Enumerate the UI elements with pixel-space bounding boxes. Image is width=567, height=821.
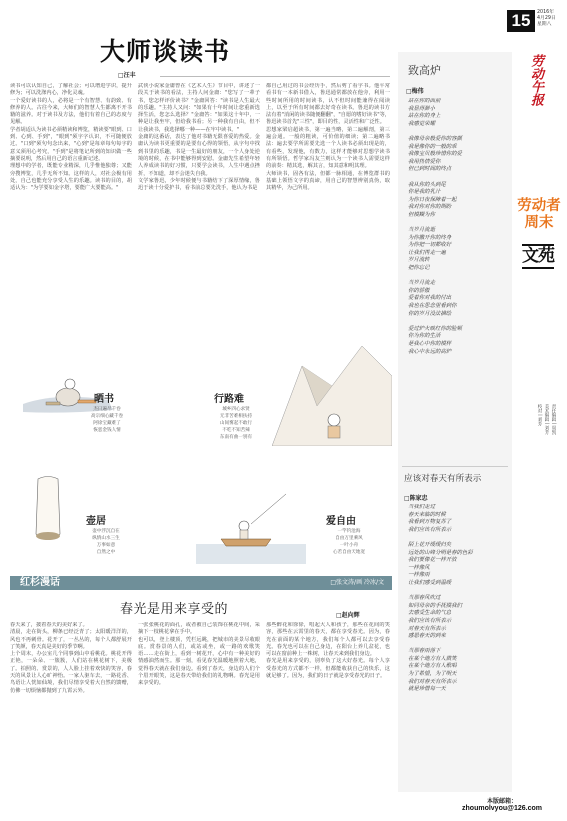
poem2-author: □陈家忠 bbox=[404, 495, 428, 502]
article-title: 大师谈读书 bbox=[100, 37, 231, 66]
date-year: 2016年 bbox=[537, 10, 555, 15]
article-author: □汪丰 bbox=[118, 72, 136, 79]
weekday: 星期八 bbox=[537, 22, 552, 28]
banner-credit: □张文涛/画 冷冰/文 bbox=[330, 579, 384, 586]
title-rule bbox=[160, 76, 390, 77]
page-number-box bbox=[507, 10, 535, 32]
section-name-line1: 劳动者 bbox=[517, 198, 561, 214]
section-name-line2: 周末 bbox=[524, 215, 554, 231]
issue-date bbox=[537, 10, 565, 29]
article-col-2: 武侠小说家金庸曾在《艺术人生》节目中，讲述了一段关于读书的看法，主持人问金庸："您写了一辈子书，您怎样评价读书？"金庸回答："读书是人生最大的乐趣。"主持人又问："如果有十年时间让您重新选择生活，您怎么选择？"金庸答："如果这十年中，一种是让我坐牢，但给我书看；另一种我有自由，但不让我读书，我选择哪一种——在牢中读书。" 金庸的这番话，表达了他对书籍无限喜爱的热爱。金庸认为读书更重要的是要有心得的领悟，从字句中找到书里的乐趣，书是一生最好的朋友，一个人身处逆境的时候，在书中能够得到安慰。金庸先生希望年轻人养成读书的好习惯，只要学会读书，人生中遇点挫折，不知道，却不会迷失自我。 文学家鲁迅，少年时候便与书籍结下了深厚情缘，鲁迅于读十分爱护书，看书前总要先洗手，他认为书是 bbox=[138, 83, 260, 192]
section-name bbox=[515, 198, 563, 232]
mailbox-email[interactable]: zhoumolvyou@126.com bbox=[462, 805, 542, 812]
article-col-3: 都自己用过的书会经历手，然后剪了看字书。他平常看书有一本新书借入，鲁迅通常都放在他旁，利用一些时间所用的时间读书，认不但时间能兼得在阅读上，以至于所有时间都去好奇在读书。鲁迅的读书方法有着"消闲的读书随便翻翻"，"自愿的嗜好读书"等，鲁迅读书首先"三性"，即目的性，灵活性和广泛性。 思想家梁启超读书，第一遍当略，第二遍解剖，第三遍会通。一般的粗读，可价值的细读；第二遍略书法：遍去要学所需要先选一个人读书必须出现是的，有看些，发现他，有数力，这样才能够对思想学读书有所领悟。哲学家冯友兰则认为一个读书人需要这样的前奏：精其选，解其言，知其意和明其理。 大师读书，固各有法，但都一脉相通，在博览群书的基础上领悟文字的真谛，用自己的智慧辨别真伪，取其精华，为己所用。 bbox=[266, 83, 390, 192]
painting-huju-title: 壶居 bbox=[86, 516, 106, 527]
poem2-body: 当我们走过 春天来临的时候 我看到万物复苏了 我们应该有所表示 陌上花开缓缓归矣 远处的山峰分明是春的色彩 我们要像花一样开放 一样像风 一样像雨 让我们感受到温暖 当那春风吹过 如同母亲的手抚摸我们 去感受生命的气息 我们应该有所表示 对春天有所表示 感恩春天的到来 当那春雨落下 在某个地方有人微笑 在某个地方有人歌唱 为了希望，为了明天 我们对春天有所表示 就是珍惜每一天 bbox=[408, 504, 473, 693]
date-day: 4月29日 bbox=[537, 16, 556, 22]
spring-article-col-2: 一张张桃花的面孔，或者被自己装饰在桃花中间，采摘下一枝桃花拿在手中。 也可以，登上楼顶，凭栏远眺，把城市的美景尽收眼底。赏春景的人们，或站或坐，或一路的欢歌笑语……走在街上，看到一树花开，心中有一种美好的情感油然而生。那一刻，看见春光温暖地照着大地，觉得春天就在我们身边。看到了春天，身边的人们个个眉开眼笑，这是春天带给我们的礼物啊。春光是用来享受的。 bbox=[138, 622, 260, 687]
mailbox bbox=[438, 796, 566, 812]
paintings-panel bbox=[10, 342, 392, 590]
poetry-sidebar bbox=[398, 52, 512, 792]
painting-aiziyou bbox=[206, 474, 392, 574]
painting-huju bbox=[68, 474, 198, 574]
painting-shaishu-title: 晒书 bbox=[94, 394, 114, 405]
page-number: 15 bbox=[511, 11, 531, 30]
banner-title: 红杉漫话 bbox=[20, 577, 60, 588]
painting-aiziyou-title: 爱自由 bbox=[326, 516, 356, 527]
poem1-body: 站在你的面前 我显得渺小 站在你的身上 我感觉荣耀 我像母亲般爱你的容颜 我是像你的一般的乖 我像宝贝般珍惜你的爱 我用热情爱你 但已到时间的终点 我从你的头到尾 你是我的乳汁 为你日夜保障着一起 我对你对你的期盼 但模糊为你 当岁月流逝 为你撒开你的终身 为你把一切都收好 让我们再走一遍 岁月流转 把你忘记 当岁月流走 你的骄傲 爱着你对我的付出 我也在思念里看到你 你的岁月没法描绘 爱过炉火映红你的脸颊 你为你的生活 是我心中你的模样 我心中永远的高炉 bbox=[408, 98, 462, 355]
spring-article-col-3: 那些醉花和徐徐，唱起大人和孩子，那些在花间的笑容，那些在云霄里的春天，都在享受春光。因为，春光在前面的某个地方，我们每个人都可以去享受春光。春光也可以在自己身边，在阳台上养几盆花，也可以在窗前种上一株树，让春天来到我们身边。 春光是用来享受的，别辜负了这大好春光。每个人享受春光的方式都不一样，但都能收获自己的快乐，这就足够了。因为，我们的日子就是享受春光的日子。 bbox=[266, 622, 390, 680]
poem2-title: 应该对春天有所表示 bbox=[404, 474, 482, 484]
painting-aiziyou-illustration bbox=[196, 474, 306, 564]
section-tag bbox=[522, 244, 554, 269]
article-col-1: 读书可以认知自己，了解社会；可以增进学识，提升修为；可以洗涤内心，净化灵魂。 一个爱好读书的人，必将是一个有智慧、有韵致、有修养的人。古往今来，大师们的智慧人生都离不开书籍的滋养。对于读书及方法，他们有着自己的态度与见解。 学者胡适认为读书必须精读和博览，精读要"眼到、口到、心到、手到"，"眼到"须字字认识，不可随便放过。"口到"须句句念出来，"心到"是每章每句每字的意义须用心考究，"手到"是将笔记所到的知识做一些摘要说明，然后用自己的语言重新记述。 理想中的学者，既能专业精深，几乎惟他独尊；又能旁搜博览，几乎无所不知。这样的人，对社会极有用处，自己也能充分享受人生的乐趣。读书的目的，胡适认为："为学要如金字塔，要能广大要能高。" bbox=[10, 83, 132, 192]
newspaper-logo bbox=[523, 54, 545, 114]
painting-xinglunan bbox=[206, 342, 392, 470]
painting-aiziyou-poem: 一竿钓沧海 自由万里乘风 一叶小舟 心若自由天地宽 bbox=[332, 529, 366, 555]
paintings-banner bbox=[10, 576, 392, 590]
spring-article-col-1: 春天来了，披着春天的美好来了。 清晨，走在街头，柳条已经泛青了；太阳暖洋洋的，风也不再刺骨。花开了，一丛丛的，每个人都舒展开了笑颜，春天真是美好的季节啊。 上个周末，办公室几个同事到山中看桃花。桃花开得正艳，一朵朵、一簇簇，人们站在桃花树下，美极了。拍照的、赏景的，人人脸上挂着欢快的笑容，春天的风景让人心旷神怡。一家人驱车去，一路花香、鸟语让人恍如仙境，我们尽情享受着大自然的馈赠，仿佛一切烦恼都抛到了九霄云外。 bbox=[10, 622, 132, 694]
painting-xinglunan-poem: 城乡四心求贤 无非苦难相扶持 山间雾起不敢行 不吃不知苦辣 东南有曲一别有 bbox=[219, 407, 253, 440]
painting-xinglunan-illustration bbox=[272, 336, 392, 446]
spring-article-author: □赵向辉 bbox=[336, 612, 360, 619]
editor-credits: 责任编辑 | 周凯 美术编辑 | 刘芳 校对 | 刘芳 bbox=[537, 404, 556, 435]
poem1-author: □梅伟 bbox=[406, 88, 424, 95]
spring-article-title: 春光是用来享受的 bbox=[120, 602, 229, 617]
section-tag-text: 文苑 bbox=[522, 246, 554, 266]
poem1-title: 致高炉 bbox=[408, 64, 441, 77]
painting-huju-illustration bbox=[18, 474, 78, 564]
painting-xinglunan-title: 行路难 bbox=[214, 394, 244, 405]
logo-text: 劳动午报 bbox=[528, 54, 543, 106]
sidebar-divider bbox=[402, 466, 508, 467]
painting-shaishu bbox=[68, 342, 198, 470]
painting-huju-poem: 壶中浮沉自在 纵情山水三生 万事如意 自然之中 bbox=[92, 529, 120, 555]
mailbox-label: 本版邮箱： bbox=[486, 798, 517, 805]
painting-shaishu-poem: 杰日遍尽千卷 高宗细心藏千卷 阿徐宝藏难了 恢恶金钱人情 bbox=[90, 407, 124, 433]
